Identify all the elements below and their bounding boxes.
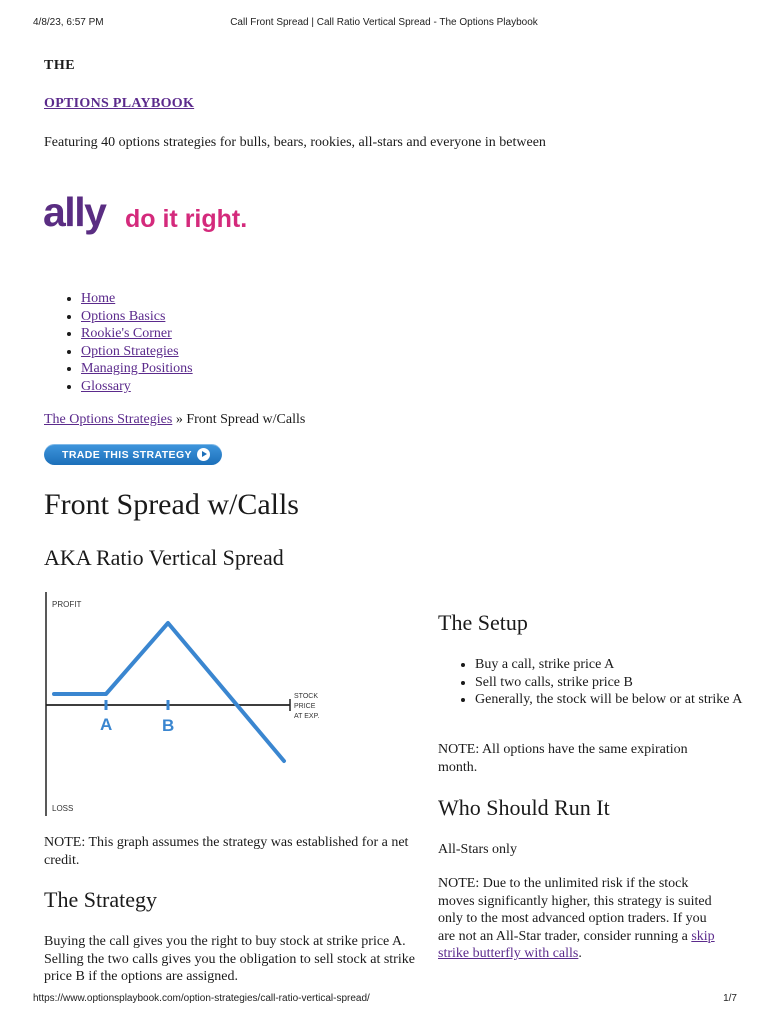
who-should-run-text: All-Stars only: [438, 842, 517, 857]
x-label-at-exp: AT EXP.: [294, 713, 320, 720]
nav-link-option-strategies[interactable]: Option Strategies: [81, 343, 179, 359]
site-title-link-wrap: [44, 96, 194, 112]
breadcrumb-link-strategies[interactable]: The Options Strategies: [44, 412, 173, 427]
nav-item: [81, 343, 193, 361]
nav-item: [81, 290, 193, 308]
site-title-the: THE: [44, 58, 76, 73]
graph-note: NOTE: This graph assumes the strategy was established for a net credit.: [44, 835, 409, 868]
profit-loss-graph: [44, 590, 344, 827]
nav-link-options-basics[interactable]: Options Basics: [81, 308, 166, 324]
nav-item: [81, 378, 193, 396]
trade-this-strategy-button[interactable]: [44, 444, 222, 465]
aka-subtitle: AKA Ratio Vertical Spread: [44, 545, 284, 570]
setup-item: • Sell two calls, strike price B: [475, 674, 743, 692]
who-note-suffix: .: [578, 946, 582, 961]
print-page-number: 1/7: [723, 993, 737, 1004]
setup-list: [456, 656, 743, 709]
print-datetime: 4/8/23, 6:57 PM: [33, 17, 104, 28]
breadcrumb: [44, 412, 305, 428]
nav-item: [81, 360, 193, 378]
print-title: Call Front Spread | Call Ratio Vertical Spread - The Options Playbook: [230, 17, 538, 28]
setup-item: • Generally, the stock will be below or at strike A: [475, 691, 743, 709]
print-url: https://www.optionsplaybook.com/option-strategies/call-ratio-vertical-spread/: [33, 993, 370, 1004]
ally-logo[interactable]: [42, 192, 257, 245]
loss-label: LOSS: [52, 804, 74, 813]
x-label-stock: STOCK: [294, 693, 318, 700]
who-should-run-heading: Who Should Run It: [438, 795, 610, 820]
site-title-link[interactable]: OPTIONS PLAYBOOK: [44, 96, 195, 111]
setup-note: NOTE: All options have the same expiration month.: [438, 742, 688, 775]
nav-link-glossary[interactable]: Glossary: [81, 378, 131, 394]
play-arrow-icon: [197, 448, 210, 461]
main-nav: [62, 290, 193, 396]
nav-link-home[interactable]: Home: [81, 291, 116, 306]
strategy-text: Buying the call gives you the right to buy stock at strike price A. Selling the two calls gives you the obligation to sell stock at strike price B if the options are assigned.: [44, 934, 415, 984]
page-title: Front Spread w/Calls: [44, 488, 299, 521]
breadcrumb-separator: »: [172, 412, 187, 427]
nav-item: [81, 308, 193, 326]
nav-link-managing-positions[interactable]: Managing Positions: [81, 361, 193, 377]
logo-slogan-text: do it right.: [125, 205, 248, 233]
who-note-prefix: NOTE: Due to the unlimited risk if the stock moves significantly higher, this strategy is suited only to the most advanced option traders. If you are not an All-Star trader, consider running a: [438, 876, 712, 944]
trade-button-label: TRADE THIS STRATEGY: [62, 448, 192, 461]
site-tagline: Featuring 40 options strategies for bulls, bears, rookies, all-stars and everyone in between: [44, 135, 546, 150]
logo-brand-text: ally: [43, 192, 106, 235]
strategy-heading: The Strategy: [44, 887, 158, 912]
nav-item: [81, 325, 193, 343]
setup-item: • Buy a call, strike price A: [475, 656, 743, 674]
who-should-run-note: [438, 875, 726, 963]
payoff-line: [54, 623, 284, 761]
strike-a-label: A: [100, 715, 113, 734]
skip-strike-butterfly-link[interactable]: skip strike butterfly with calls: [438, 928, 715, 961]
nav-link-rookie-s-corner[interactable]: Rookie's Corner: [81, 326, 172, 342]
strike-b-label: B: [162, 716, 175, 735]
x-label-price: PRICE: [294, 703, 316, 710]
setup-heading: The Setup: [438, 610, 528, 635]
breadcrumb-current: Front Spread w/Calls: [186, 412, 306, 427]
profit-label: PROFIT: [52, 600, 82, 609]
